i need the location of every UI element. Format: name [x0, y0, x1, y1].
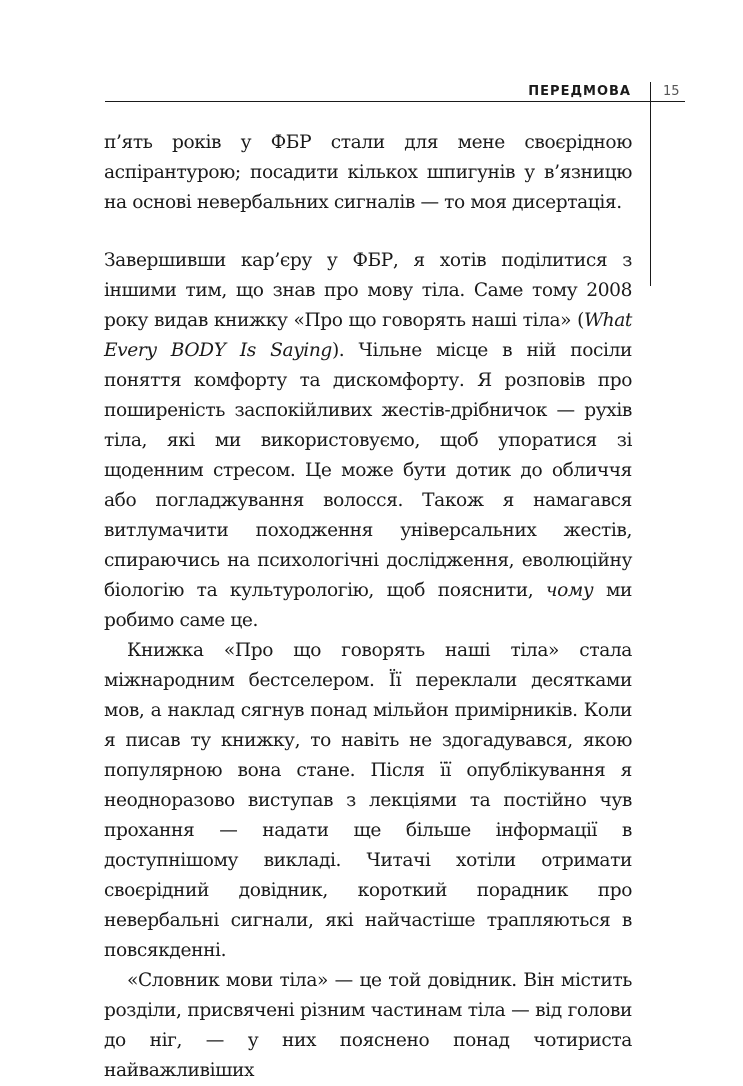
paragraph-2-part-3: ми робимо саме це. [104, 580, 632, 631]
paragraph-4: «Словник мови тіла» — це той довідник. Він містить розділи, присвячені різним частинам тіла — від голови до ніг, — у них пояснено понад чотириста найважливіших [104, 970, 632, 1081]
side-rule [650, 82, 651, 286]
body-text [104, 128, 632, 1086]
page-number: 15 [663, 84, 680, 99]
paragraph-2-part-2: ). Чільне місце в ній посіли поняття комфорту та дискомфорту. Я розповів про поширеність заспокійливих жестів-дрібничок — рухів тіла, які ми використовуємо, щоб упоратися зі щоденним стресом. Це може бути дотик до обличчя або погладжування волосся. Також я намагався витлумачити походження універсальних жестів, спираючись на психологічні дослідження, еволюційну біологію та культурологію, щоб пояснити, [104, 340, 632, 601]
header-rule [105, 101, 685, 102]
paragraph-3: Книжка «Про що говорять наші тіла» стала міжнародним бестселером. Її переклали десятками мов, а наклад сягнув понад мільйон примірників. Коли я писав ту книжку, то навіть не здогадувався, якою популярною вона стане. Після її опублікування я неодноразово виступав з лекціями та постійно чув прохання — надати ще більше інформації в доступнішому викладі. Читачі хотіли отримати своєрідний довідник, короткий порадник про невербальні сигнали, які найчастіше трапляються в повсякденні. [104, 640, 632, 961]
paragraph-2 [104, 246, 632, 636]
running-head: ПЕРЕДМОВА [528, 84, 631, 99]
paragraph-2-part-1: Завершивши кар’єру у ФБР, я хотів поділитися з іншими тим, що знав про мову тіла. Саме тому 2008 року видав книжку «Про що говорять наші тіла» ( [104, 250, 632, 331]
emphasis-why: чому [545, 580, 594, 601]
book-title-english: What Every BODY Is Saying [104, 310, 632, 361]
paragraph-1: п’ять років у ФБР стали для мене своєрідною аспірантурою; посадити кількох шпигунів у в’язницю на основі невербальних сигналів — то моя дисертація. [104, 132, 632, 213]
